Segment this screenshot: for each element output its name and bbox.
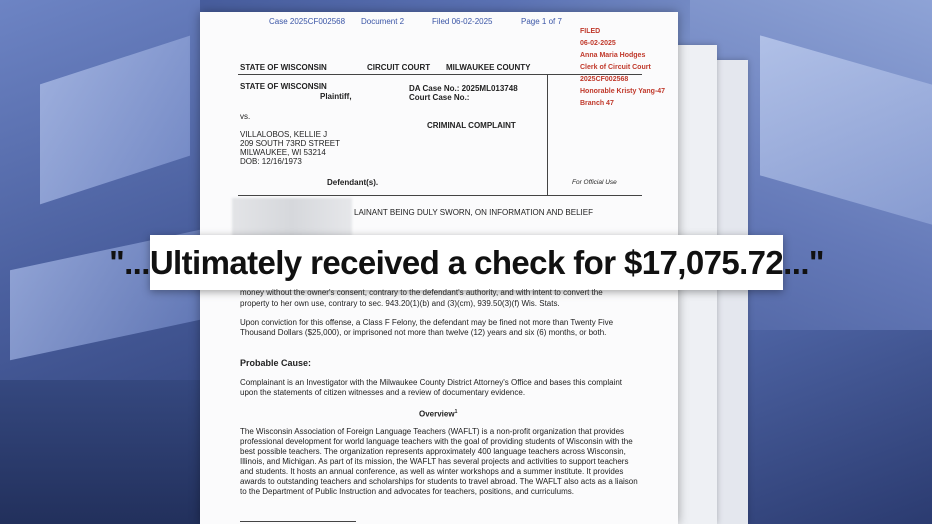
redacted-area: [232, 198, 352, 238]
sworn-statement: LAINANT BEING DULY SWORN, ON INFORMATION AND BELIEF: [354, 208, 593, 217]
overview-paragraph: The Wisconsin Association of Foreign Language Teachers (WAFLT) is a non-profit organization that provides professional development for world language teachers with the goal of providing students of Wisconsin with the best possible teachers. The organization represents approximately 400 language teachers across Wisconsin, Illinois, and Michigan. As part of its mission, the WAFLT has several projects and activities to support teachers and students. It hosts an annual conference, as well as winter workshops and a summer institute. It provides awards to outstanding teachers and scholarships for students to travel abroad. The WAFLT also acts as a liaison to the Department of Public Instruction and advocates for teachers, positions, and curriculums.: [240, 427, 638, 496]
header-filed-date: Filed 06-02-2025: [432, 17, 493, 26]
filed-stamp-line: 06-02-2025: [580, 40, 616, 47]
defendant-street: 209 SOUTH 73RD STREET: [240, 139, 341, 148]
caption-rule: [238, 195, 642, 196]
filed-stamp-line: Clerk of Circuit Court: [580, 64, 651, 71]
filed-stamp-line: Honorable Kristy Yang-47: [580, 88, 666, 95]
charge-text-line: property to her own use, contrary to sec. 943.20(1)(b) and (3)(cm), 939.50(3)(f) Wis. Stats.: [240, 299, 560, 308]
caption-court: CIRCUIT COURT: [367, 63, 431, 72]
probable-cause-heading: Probable Cause:: [240, 358, 312, 368]
filed-stamp-line: Anna Maria Hodges: [580, 52, 646, 59]
caption-state: STATE OF WISCONSIN: [240, 63, 327, 72]
caption-divider: [547, 74, 548, 196]
background-shape: [0, 380, 200, 524]
caption-rule: [238, 74, 642, 75]
filed-stamp-line: 2025CF002568: [580, 76, 629, 83]
quote-text: "...Ultimately received a check for $17,075.72...": [109, 243, 824, 281]
complaint-title: CRIMINAL COMPLAINT: [427, 121, 516, 130]
footnote-rule: [240, 521, 356, 522]
header-page-number: Page 1 of 7: [521, 17, 562, 26]
filed-stamp: [580, 26, 665, 110]
defendant-label: Defendant(s).: [327, 178, 379, 187]
defendant-city: MILWAUKEE, WI 53214: [240, 148, 326, 157]
plaintiff-name: STATE OF WISCONSIN: [240, 82, 327, 91]
background-shape: [740, 330, 932, 524]
penalty-paragraph: Upon conviction for this offense, a Class F Felony, the defendant may be fined not more than Twenty Five Thousand Dollars ($25,000), or imprisoned not more than twelve (12) years and six (6) months, or both.: [240, 318, 614, 337]
complainant-paragraph: Complainant is an Investigator with the Milwaukee County District Attorney's Office and bases this complaint upon the statements of citizen witnesses and a review of documentary evidence.: [240, 378, 623, 397]
overview-heading: [419, 407, 457, 420]
footnote-marker: 1: [454, 409, 458, 415]
header-document-number: Document 2: [361, 17, 405, 26]
header-case-number: Case 2025CF002568: [269, 17, 346, 26]
overview-heading-text: Overview: [419, 409, 455, 419]
defendant-name: VILLALOBOS, KELLIE J: [240, 130, 328, 139]
quote-banner: [109, 235, 824, 290]
versus-label: vs.: [240, 112, 251, 121]
filed-stamp-line: Branch 47: [580, 100, 614, 107]
filed-stamp-line: FILED: [580, 28, 601, 35]
official-use-label: For Official Use: [572, 179, 617, 186]
court-case-number: Court Case No.:: [409, 93, 470, 102]
caption-county: MILWAUKEE COUNTY: [446, 63, 531, 72]
charge-text-line: money without the owner's consent, contrary to the defendant's authority, and with intent to convert the: [240, 288, 603, 297]
plaintiff-label: Plaintiff,: [320, 92, 352, 101]
da-case-number: DA Case No.: 2025ML013748: [409, 84, 518, 93]
defendant-dob: DOB: 12/16/1973: [240, 157, 302, 166]
